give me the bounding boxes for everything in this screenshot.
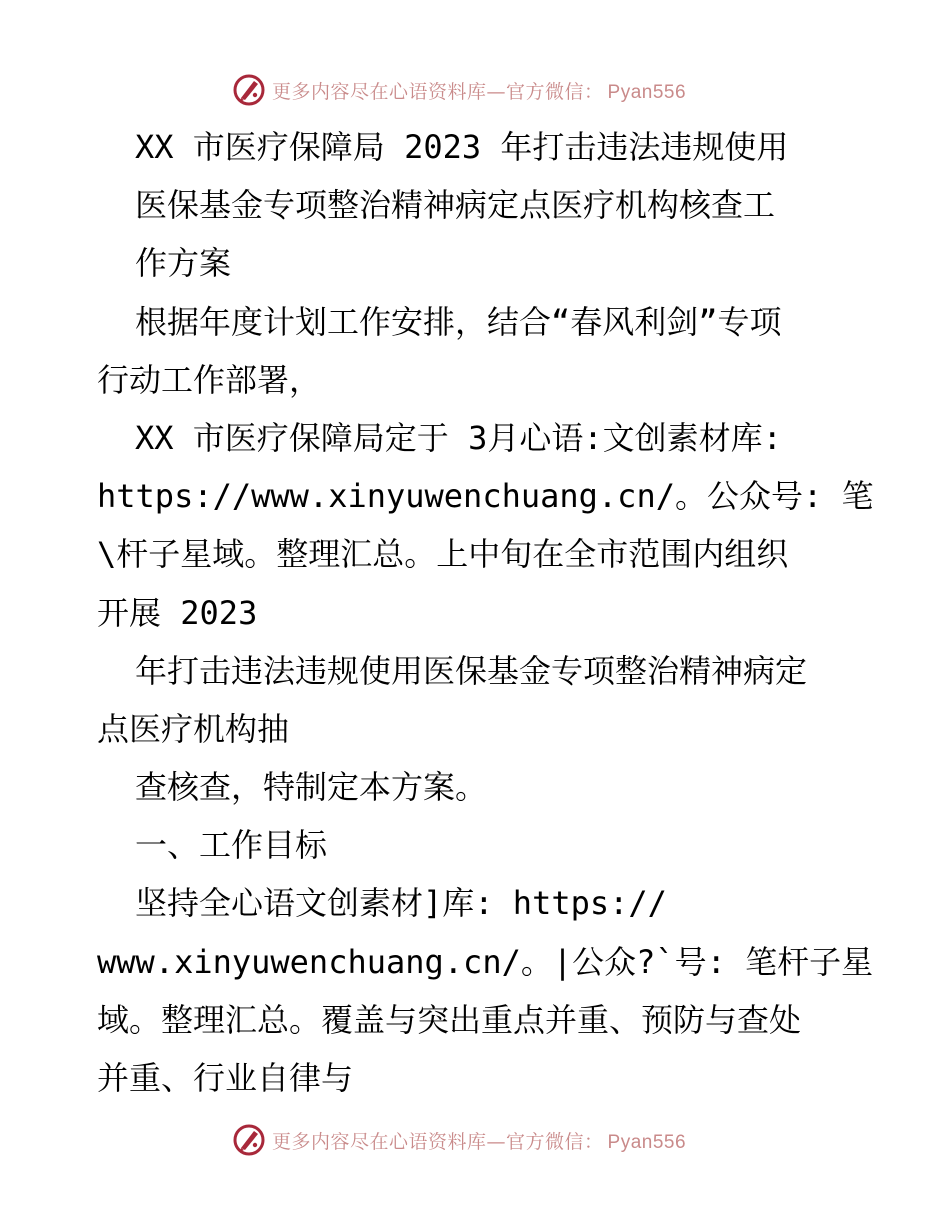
paragraph-line: 坚持全心语文创素材]库: https:// [135, 884, 667, 923]
watermark-wechat-id: Pyan556 [607, 1131, 687, 1153]
paragraph-line: 年打击违法违规使用医保基金专项整治精神病定 [135, 651, 808, 690]
watermark-wechat-id: Pyan556 [607, 81, 687, 103]
paragraph-line: XX 市医疗保障局定于 3月心语:文创素材库: [135, 418, 782, 457]
watermark-text: 更多内容尽在心语资料库—官方微信： Pyan556 [272, 80, 687, 103]
watermark-header [232, 72, 686, 108]
paragraph-line: www.xinyuwenchuang.cn/。|公众?`号: 笔杆子星 [97, 942, 874, 981]
paragraph-line: \杆子星域。整理汇总。上中旬在全市范围内组织 [97, 535, 789, 574]
quill-pen-logo-icon [232, 1123, 266, 1157]
document-title-line: 作方案 [135, 244, 232, 283]
document-body [97, 118, 874, 1107]
watermark-footer [232, 1122, 686, 1158]
paragraph-line: 域。整理汇总。覆盖与突出重点并重、预防与查处 [97, 1000, 802, 1039]
paragraph-line: https://www.xinyuwenchuang.cn/。公众号: 笔 [97, 477, 874, 516]
watermark-text: 更多内容尽在心语资料库—官方微信： Pyan556 [272, 1130, 687, 1153]
document-title-line: 医保基金专项整治精神病定点医疗机构核查工 [135, 186, 776, 225]
paragraph-line: 点医疗机构抽 [97, 709, 290, 748]
quill-pen-logo-icon [232, 73, 266, 107]
paragraph-line: 查核查，特制定本方案。 [135, 768, 488, 807]
paragraph-line: 并重、行业自律与 [97, 1059, 354, 1097]
paragraph-line: 行动工作部署， [97, 360, 322, 399]
section-heading: 一、工作目标 [135, 826, 328, 865]
document-title-line: XX 市医疗保障局 2023 年打击违法违规使用 [135, 128, 789, 166]
paragraph-line: 开展 2023 [97, 593, 258, 632]
paragraph-line: 根据年度计划工作安排，结合“春风利剑”专项 [135, 302, 782, 341]
